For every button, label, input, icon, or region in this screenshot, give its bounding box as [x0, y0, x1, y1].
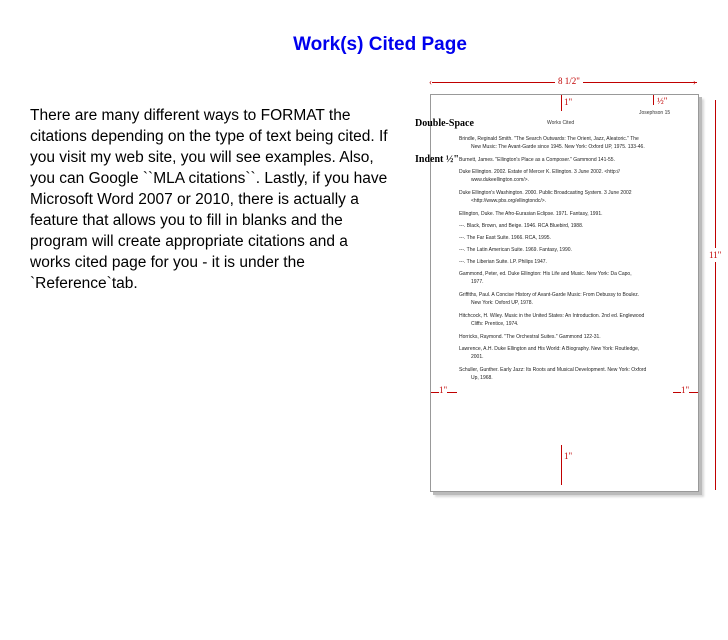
left-arrowhead-icon: ‹ — [429, 77, 432, 87]
citation-line: Schuller, Gunther. Early Jazz: Its Roots and Musical Development. New York: Oxford — [459, 367, 647, 373]
citation-entry — [459, 189, 689, 205]
citation-entry — [459, 345, 689, 361]
double-space-label: Double-Space — [415, 118, 474, 129]
citation-line: Duke Ellington. 2002. Estate of Mercer K. Ellington. 3 June 2002. <http:// — [459, 169, 620, 175]
citation-entry — [459, 291, 689, 307]
works-cited-figure — [405, 70, 728, 540]
header-margin-arrow — [653, 95, 654, 105]
width-label: 8 1/2" — [555, 76, 583, 86]
citation-line: Griffiths, Paul. A Concise History of Avant-Garde Music: From Debussy to Boulez. — [459, 292, 640, 298]
citation-entry — [459, 366, 689, 382]
citation-line: Hitchcock, H. Wiley. Music in the United States: An Introduction. 2nd ed. Englewood — [459, 313, 645, 319]
works-cited-heading: Works Cited — [547, 120, 575, 126]
citation-line: Gammond, Peter, ed. Duke Ellington: His Life and Music. New York: Da Capo, — [459, 271, 632, 277]
top-margin-arrow — [561, 95, 562, 111]
citation-entry — [459, 258, 689, 266]
height-label: 11" — [709, 250, 722, 260]
citation-line: Lawrence, A.H. Duke Ellington and His World: A Biography. New York: Routledge, — [459, 346, 640, 352]
header-margin-label: ½" — [657, 96, 668, 106]
citation-entry — [459, 312, 689, 328]
citation-line: Brindle, Reginald Smith. "The Search Outwards: The Orient, Jazz, Aleatoric." The — [459, 136, 639, 142]
citation-entry — [459, 156, 689, 164]
page-title: Work(s) Cited Page — [293, 34, 467, 55]
body-paragraph: There are many different ways to FORMAT the citations depending on the type of text being cited. If you visit my web site, you will see examples. Also, you can Google ``MLA citations``. Lastly, if you have Microsoft Word 2007 or 2010, there is actually a feature that allows you to fill in blanks and the program will create appropriate citations and a works cited page for you - it is under the `Reference`tab. — [30, 107, 388, 292]
citation-line: Horricks, Raymond. "The Orchestral Suites." Gammond 122-31. — [459, 334, 601, 340]
bottom-margin-arrow — [561, 445, 562, 485]
sample-page — [430, 94, 699, 492]
right-arrowhead-icon: › — [693, 77, 696, 87]
citation-line: ---. The Liberian Suite. LP. Philips 1947. — [459, 259, 547, 265]
citation-continuation: Cliffs: Prentice, 1974. — [471, 321, 519, 327]
citation-continuation: <http://www.pbs.org/ellingtondc/>. — [471, 198, 547, 204]
citation-continuation: 1977. — [471, 279, 484, 285]
citation-continuation: New York: Oxford UP, 1978. — [471, 300, 533, 306]
citation-line: Ellington, Duke. The Afro-Eurasian Eclipse. 1971. Fantasy, 1991. — [459, 211, 603, 217]
citation-entry — [459, 210, 689, 218]
bottom-margin-label: 1" — [564, 451, 573, 461]
indent-label: Indent ½" — [415, 154, 459, 165]
page-header: Josephson 15 — [639, 110, 671, 116]
height-arrow-line — [715, 100, 716, 490]
citation-continuation: 2001. — [471, 354, 484, 360]
left-margin-label: 1" — [439, 385, 448, 395]
citation-line: Burnett, James. "Ellington's Place as a Composer." Gammond 141-55. — [459, 157, 615, 163]
citation-line: ---. The Far East Suite. 1966. RCA, 1995. — [459, 235, 551, 241]
citation-continuation: Up, 1968. — [471, 375, 493, 381]
citation-entry — [459, 246, 689, 254]
top-margin-label: 1" — [564, 97, 573, 107]
citation-line: ---. The Latin American Suite. 1969. Fantasy, 1990. — [459, 247, 572, 253]
citation-entry — [459, 234, 689, 242]
citation-line: ---. Black, Brown, and Beige. 1946. RCA Bluebird, 1988. — [459, 223, 584, 229]
citation-entry — [459, 270, 689, 286]
citation-entry — [459, 135, 689, 151]
citation-entry — [459, 333, 689, 341]
right-margin-label: 1" — [681, 385, 690, 395]
citation-continuation: New Music: The Avant-Garde since 1945. New York: Oxford UP, 1975. 133-46. — [471, 144, 645, 150]
citation-line: Duke Ellington's Washington. 2000. Public Broadcasting System. 3 June 2002 — [459, 190, 632, 196]
citation-entry — [459, 222, 689, 230]
citation-continuation: www.dukeellington.com/>. — [471, 177, 529, 183]
citation-entry — [459, 168, 689, 184]
